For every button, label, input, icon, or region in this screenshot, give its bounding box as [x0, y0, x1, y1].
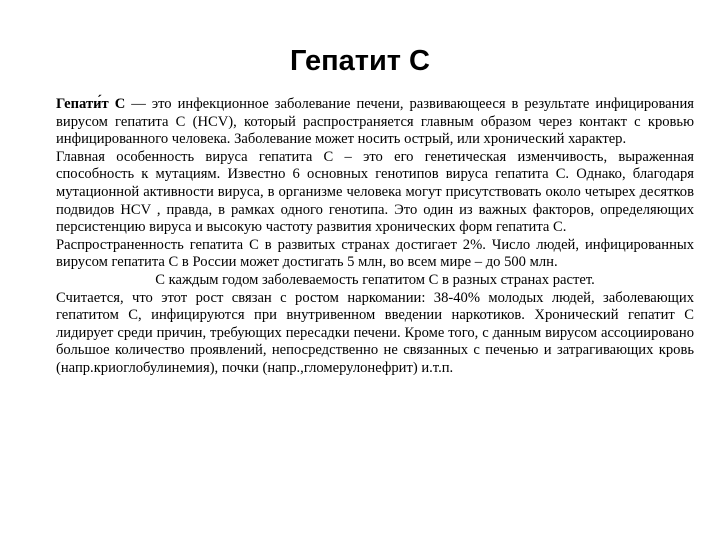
slide-body	[56, 96, 694, 378]
definition-text: — это инфекционное заболевание печени, развивающееся в результате инфицирования вирусом гепатита С (HCV), который распространяется главным образом через контакт с кровью инфицированного человека. Заболевание может носить острый, или хронический характер.	[56, 96, 694, 148]
paragraph-genetics: Главная особенность вируса гепатита С – это его генетическая изменчивость, выраженная способность к мутациям. Известно 6 основных генотипов вируса гепатита С. Однако, благодаря мутационной активности вируса, в организме человека могут присутствовать около четырех десятков подвидов HCV , правда, в рамках одного генотипа. Это один из важных факторов, определяющих персистенцию вируса и высокую частоту развития хронических форм гепатита С.	[56, 148, 694, 236]
page-title: Гепатит C	[290, 45, 430, 77]
paragraph-prevalence: Распространенность гепатита С в развитых странах достигает 2%. Число людей, инфицированных вирусом гепатита С в России может достигать 5 млн, во всем мире – до 500 млн.	[56, 236, 694, 271]
paragraph-causes: Считается, что этот рост связан с ростом наркомании: 38-40% молодых людей, заболевающих гепатитом С, инфицируются при внутривенном введении наркотиков. Хронический гепатит С лидирует среди причин, требующих пересадки печени. Кроме того, с данным вирусом ассоциировано большое количество проявлений, непосредственно не связанных с печенью и затрагивающих кровь (напр.криоглобулинемия), почки (напр.,гломерулонефрит) и.т.п.	[56, 289, 694, 376]
paragraph-definition	[56, 96, 694, 149]
term-heading: Гепати́т C	[56, 96, 126, 112]
paragraph-growth: С каждым годом заболеваемость гепатитом С в разных странах растет.	[155, 271, 595, 288]
